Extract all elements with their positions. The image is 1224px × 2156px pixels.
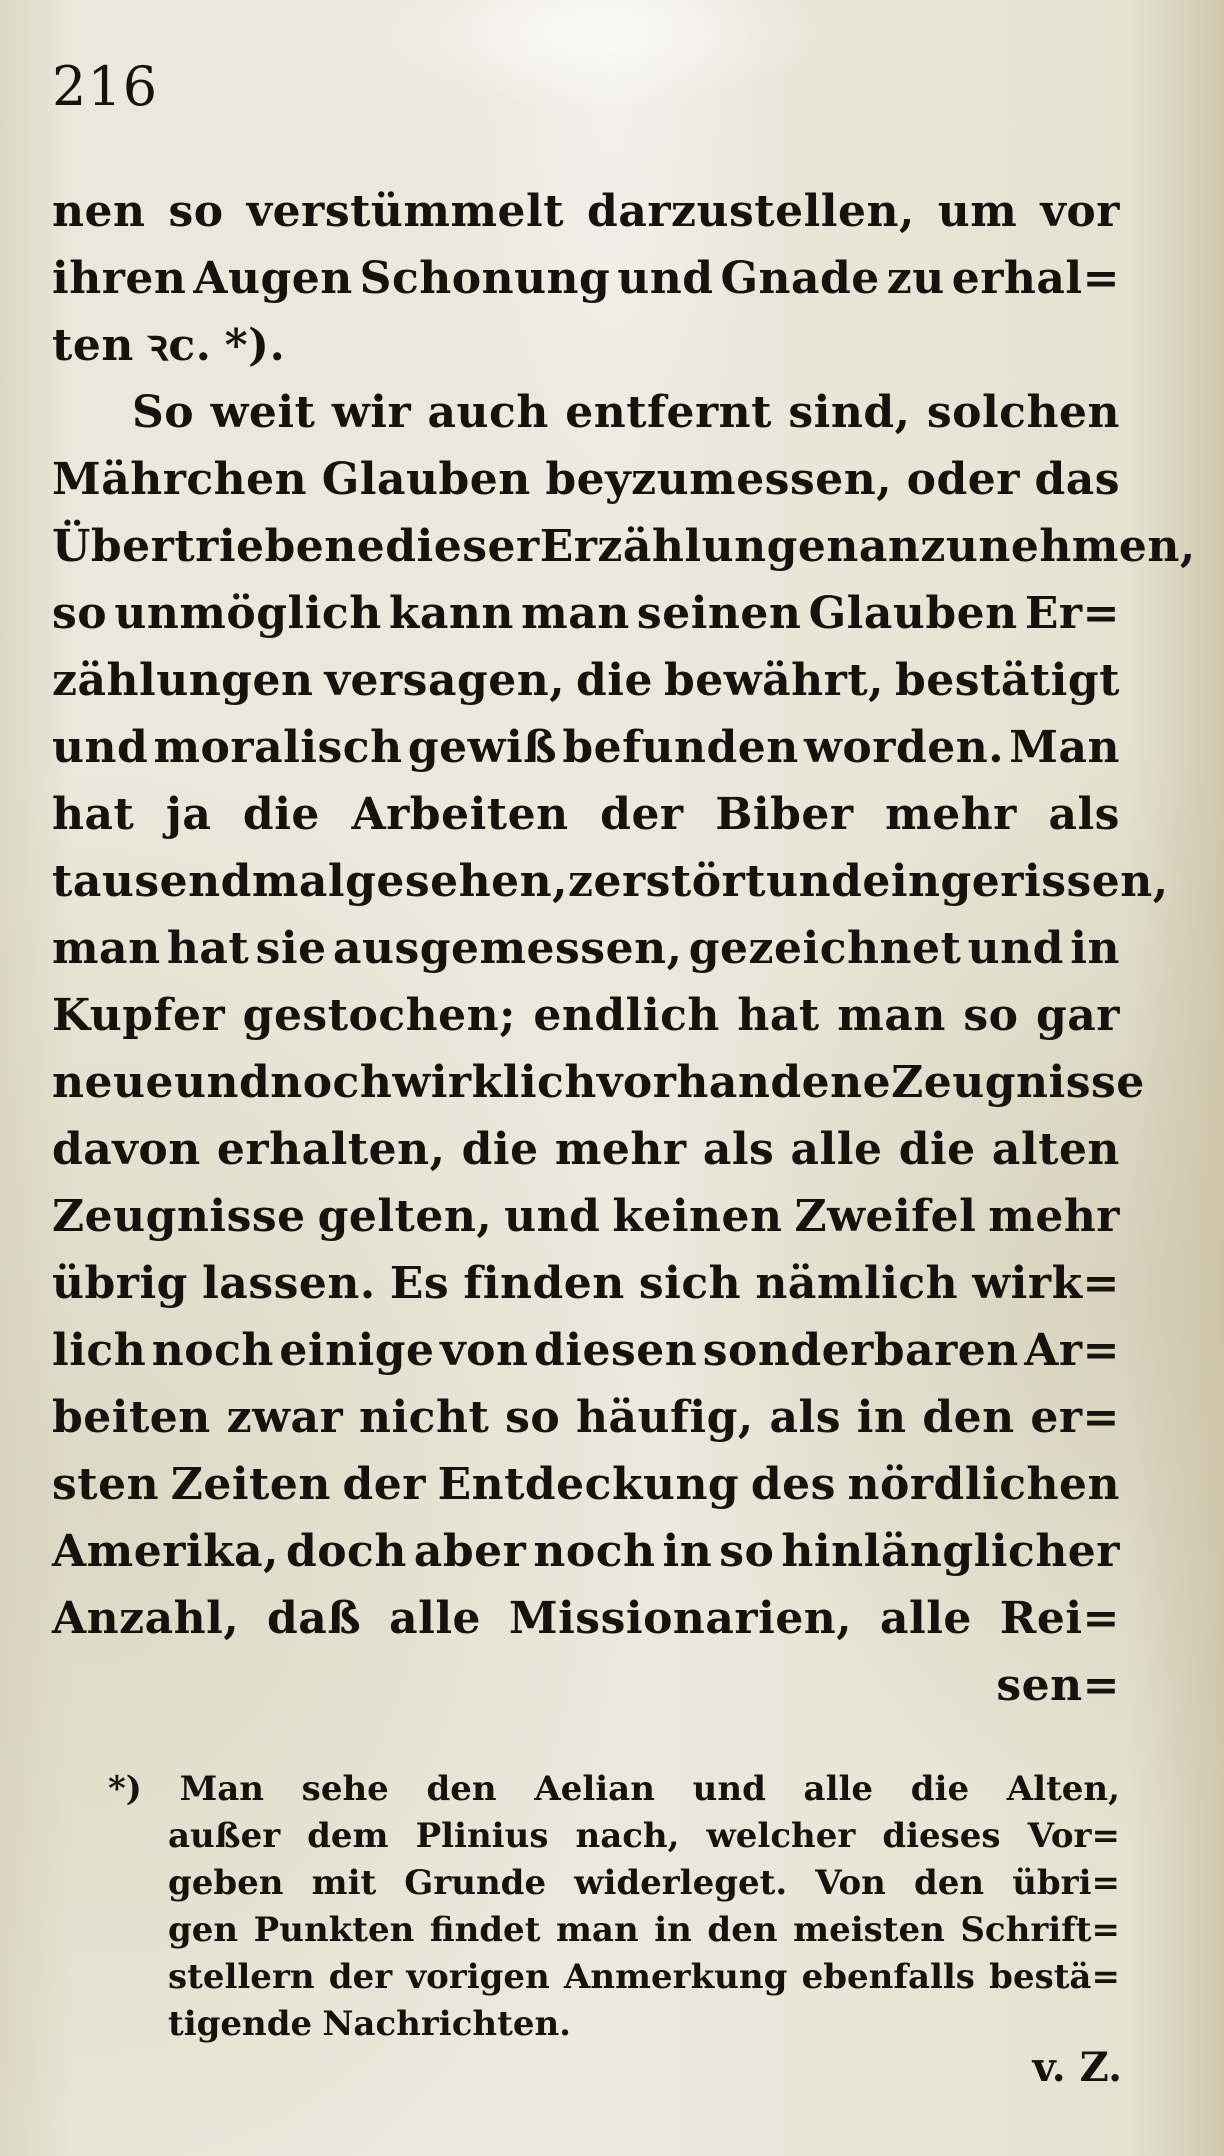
word: sich <box>638 1258 742 1309</box>
word: darzustellen, <box>587 186 915 237</box>
word: sehe <box>301 1769 389 1809</box>
word: so <box>963 990 1019 1041</box>
page-number: 216 <box>52 55 159 118</box>
word: des <box>750 1459 836 1510</box>
word: übrig <box>52 1258 188 1309</box>
word: man <box>555 1910 639 1950</box>
text-line <box>52 915 1120 982</box>
word: anzunehmen, <box>858 521 1196 572</box>
word: kann <box>388 588 514 639</box>
word: Arbeiten <box>351 789 569 840</box>
word: man <box>521 588 630 639</box>
word: davon <box>52 1124 201 1175</box>
word: so <box>505 1392 561 1443</box>
word: übri= <box>1012 1863 1120 1903</box>
word: keinen <box>612 1191 783 1242</box>
footnote-signature: v. Z. <box>1032 2044 1122 2091</box>
word: Zeugnisse <box>52 1191 306 1242</box>
text-line <box>52 848 1169 915</box>
text-line <box>52 1384 1120 1451</box>
word: Man <box>1009 722 1120 773</box>
word: befunden <box>562 722 799 773</box>
word: meisten <box>793 1910 945 1950</box>
word: die <box>461 1124 539 1175</box>
text-line <box>52 982 1120 1049</box>
word: gewiß <box>407 722 558 773</box>
text-line <box>52 1183 1120 1250</box>
word: zählungen <box>52 655 314 706</box>
word: wirk= <box>972 1258 1120 1309</box>
word: den <box>913 1863 985 1903</box>
word: außer <box>168 1816 281 1856</box>
word: weit <box>210 387 316 438</box>
word: sten <box>52 1459 160 1510</box>
word: lassen. <box>202 1258 376 1309</box>
word: aber <box>413 1526 527 1577</box>
word: Augen <box>193 253 353 304</box>
word: gestochen; <box>242 990 516 1041</box>
word: Erzählungen <box>539 521 859 572</box>
word: dieser <box>385 521 540 572</box>
word: so <box>52 588 108 639</box>
word: doch <box>285 1526 407 1577</box>
word: in <box>662 1526 713 1577</box>
word: die <box>898 1124 976 1175</box>
paper-stain <box>360 0 820 110</box>
word: nördlichen <box>847 1459 1120 1510</box>
word: diesen <box>534 1325 698 1376</box>
word: nämlich <box>755 1258 959 1309</box>
word: die <box>576 655 654 706</box>
text-line <box>52 714 1120 781</box>
word: sind, <box>788 387 911 438</box>
word: der <box>328 1957 393 1997</box>
word: einige <box>279 1325 435 1376</box>
word: den <box>922 1392 1015 1443</box>
text-line <box>52 513 1196 580</box>
word: den <box>426 1769 497 1809</box>
word: vor <box>1040 186 1120 237</box>
word: Übertriebene <box>52 521 386 572</box>
word: Ar= <box>1024 1325 1120 1376</box>
word: Er= <box>1024 588 1120 639</box>
word: alten <box>991 1124 1120 1175</box>
word: so <box>719 1526 775 1577</box>
word: Anzahl, <box>52 1593 240 1644</box>
word: *). <box>224 320 286 371</box>
word: bewährt, <box>664 655 884 706</box>
word: in <box>1070 923 1120 974</box>
word: die <box>910 1769 970 1809</box>
text-line <box>52 178 1120 245</box>
word: Nachrichten. <box>322 2004 572 2044</box>
word: nicht <box>358 1392 490 1443</box>
word: gezeichnet <box>688 923 962 974</box>
footnote-line <box>118 1954 1120 2001</box>
word: hat <box>737 990 820 1041</box>
word: nen <box>52 186 146 237</box>
text-line <box>52 1049 1145 1116</box>
word: gen <box>168 1910 239 1950</box>
word: Biber <box>715 789 854 840</box>
word: Kupfer <box>52 990 226 1041</box>
word: entfernt <box>565 387 772 438</box>
footnote-line <box>108 1766 1120 1813</box>
word: das <box>1034 454 1120 505</box>
text-line <box>52 1116 1120 1183</box>
word: lich <box>52 1325 147 1376</box>
word: hinlänglicher <box>781 1526 1120 1577</box>
word: neue <box>52 1057 174 1108</box>
word: Glauben <box>321 454 531 505</box>
word: beiten <box>52 1392 211 1443</box>
word: ꝛc. <box>147 320 212 371</box>
word: welcher <box>706 1816 856 1856</box>
word: man <box>52 923 161 974</box>
text-line <box>52 1518 1120 1585</box>
text-line <box>52 1451 1120 1518</box>
word: und <box>173 1057 271 1108</box>
word: ihren <box>52 253 187 304</box>
word: hat <box>166 923 250 974</box>
word: gar <box>1036 990 1120 1041</box>
word: Zeugnisse <box>891 1057 1145 1108</box>
word: Schrift= <box>960 1910 1120 1950</box>
word: daß <box>267 1593 362 1644</box>
word: So <box>132 387 195 438</box>
word: mehr <box>554 1124 687 1175</box>
word: eingerissen, <box>862 856 1169 907</box>
word: gesehen, <box>345 856 568 907</box>
word: dem <box>307 1816 389 1856</box>
word: Plinius <box>415 1816 549 1856</box>
word: Anmerkung <box>563 1957 788 1997</box>
word: zu <box>886 253 945 304</box>
word: häufig, <box>575 1392 754 1443</box>
word: Missionarien, <box>508 1593 853 1644</box>
word: gelten, <box>317 1191 493 1242</box>
body-text <box>52 178 1196 1719</box>
word: zerstört <box>567 856 767 907</box>
word: als <box>702 1124 775 1175</box>
word: der <box>600 789 684 840</box>
word: mehr <box>885 789 1017 840</box>
word: finden <box>463 1258 625 1309</box>
word: als <box>769 1392 841 1443</box>
word: mehr <box>988 1191 1120 1242</box>
word: Alten, <box>1006 1769 1120 1809</box>
word: Schonung <box>359 253 611 304</box>
word: ja <box>165 789 212 840</box>
word: Zweifel <box>794 1191 977 1242</box>
text-line <box>52 1585 1120 1652</box>
word: nach, <box>575 1816 680 1856</box>
word: noch <box>151 1325 274 1376</box>
word: solchen <box>926 387 1120 438</box>
word: man <box>837 990 946 1041</box>
word: und <box>766 856 863 907</box>
word: ten <box>52 320 134 371</box>
word: *) <box>108 1769 142 1809</box>
word: hat <box>52 789 135 840</box>
word: Man <box>179 1769 264 1809</box>
word: und <box>692 1769 766 1809</box>
text-line <box>52 245 1120 312</box>
word: tigende <box>168 2004 313 2044</box>
word: alle <box>879 1593 972 1644</box>
word: Amerika, <box>52 1526 279 1577</box>
word: tausendmal <box>52 856 346 907</box>
text-line <box>52 1250 1120 1317</box>
word: seinen <box>636 588 802 639</box>
word: vorhandene <box>596 1057 892 1108</box>
catchword <box>52 1652 1120 1719</box>
word: Glauben <box>808 588 1018 639</box>
word: beyzumessen, <box>545 454 893 505</box>
word: auch <box>427 387 549 438</box>
word: geben <box>168 1863 284 1903</box>
word: stellern <box>168 1957 315 1997</box>
word: mit <box>311 1863 377 1903</box>
word: so <box>168 186 224 237</box>
footnote-line <box>118 2001 1120 2048</box>
word: er= <box>1030 1392 1120 1443</box>
word: Mährchen <box>52 454 308 505</box>
word: wir <box>331 387 412 438</box>
word: alle <box>803 1769 874 1809</box>
word: den <box>707 1910 778 1950</box>
text-line <box>52 647 1120 714</box>
word: in <box>856 1392 907 1443</box>
word: verstümmelt <box>246 186 565 237</box>
footnote-line <box>118 1813 1120 1860</box>
word: und <box>504 1191 601 1242</box>
word: zwar <box>226 1392 344 1443</box>
word: sie <box>255 923 327 974</box>
word: worden. <box>804 722 1005 773</box>
word: sonderbaren <box>702 1325 1019 1376</box>
word: endlich <box>533 990 720 1041</box>
footnote-line <box>118 1860 1120 1907</box>
text-line <box>52 312 1120 379</box>
word: moralisch <box>153 722 403 773</box>
word: von <box>440 1325 529 1376</box>
word: bestätigt <box>894 655 1120 706</box>
text-line <box>52 781 1120 848</box>
word: erhal= <box>951 253 1120 304</box>
word: Rei= <box>999 1593 1120 1644</box>
word: Entdeckung <box>437 1459 740 1510</box>
word: und <box>617 253 714 304</box>
word: um <box>937 186 1018 237</box>
word: bestä= <box>989 1957 1120 1997</box>
text-line <box>52 379 1120 446</box>
catchword-text: sen= <box>996 1660 1120 1711</box>
word: Punkten <box>253 1910 415 1950</box>
word: dieses <box>882 1816 1001 1856</box>
footnote-line <box>118 1907 1120 1954</box>
word: oder <box>906 454 1020 505</box>
word: und <box>967 923 1064 974</box>
word: Aelian <box>534 1769 655 1809</box>
text-line <box>52 1317 1120 1384</box>
word: Grunde <box>404 1863 547 1903</box>
word: in <box>654 1910 692 1950</box>
word: und <box>52 722 149 773</box>
word: wirklich <box>392 1057 597 1108</box>
word: Gnade <box>720 253 880 304</box>
word: die <box>242 789 320 840</box>
word: alle <box>790 1124 883 1175</box>
word: unmöglich <box>114 588 382 639</box>
word: ausgemessen, <box>332 923 683 974</box>
word: Vor= <box>1027 1816 1120 1856</box>
word: der <box>342 1459 426 1510</box>
word: erhalten, <box>216 1124 446 1175</box>
word: als <box>1048 789 1120 840</box>
word: ebenfalls <box>801 1957 975 1997</box>
word: Es <box>389 1258 450 1309</box>
word: findet <box>429 1910 541 1950</box>
footnote <box>108 1766 1120 2048</box>
text-line <box>52 446 1120 513</box>
word: Von <box>815 1863 886 1903</box>
text-line <box>52 580 1120 647</box>
word: vorigen <box>406 1957 550 1997</box>
word: widerleget. <box>574 1863 788 1903</box>
word: alle <box>389 1593 482 1644</box>
word: versagen, <box>324 655 566 706</box>
word: noch <box>533 1526 656 1577</box>
word: Zeiten <box>170 1459 331 1510</box>
word: noch <box>270 1057 393 1108</box>
